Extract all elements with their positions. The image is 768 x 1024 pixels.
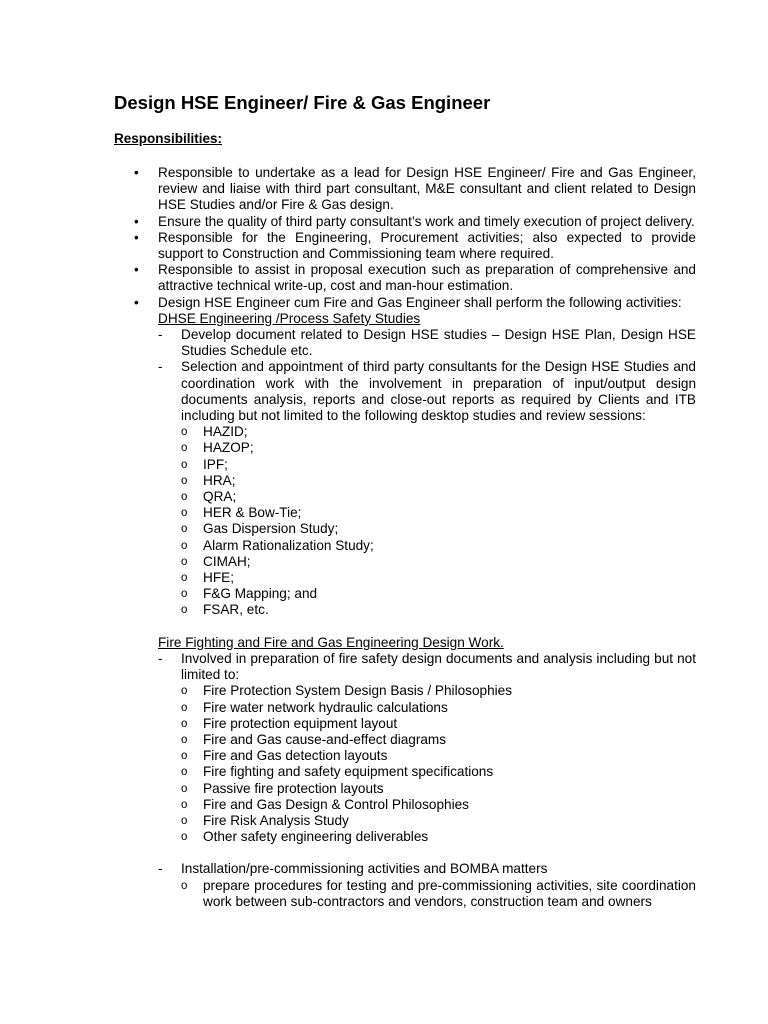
list-item-text: Passive fire protection layouts [203, 780, 384, 796]
circle-bullet-icon: o [181, 750, 188, 763]
list-item-text: HAZID; [203, 424, 248, 440]
list-item-text: F&G Mapping; and [203, 586, 318, 602]
list-item-text: Fire and Gas detection layouts [203, 748, 388, 764]
page-title: Design HSE Engineer/ Fire & Gas Engineer [114, 92, 491, 113]
circle-bullet-icon: o [181, 717, 188, 730]
list-item-text: Fire and Gas Design & Control Philosophies [203, 796, 469, 812]
list-item-text: Involved in preparation of fire safety design documents and analysis including but not limited to: [181, 650, 696, 683]
list-item-text: HAZOP; [203, 440, 254, 456]
dash-icon: - [158, 359, 163, 375]
list-item [181, 813, 696, 829]
list-item-text: CIMAH; [203, 553, 251, 569]
list-item-text: Alarm Rationalization Study; [203, 537, 374, 553]
list-item-text: IPF; [203, 456, 228, 472]
list-item [181, 457, 696, 473]
dash-icon: - [158, 650, 163, 666]
bullet-icon: • [134, 165, 139, 180]
circle-bullet-icon: o [181, 474, 188, 487]
dhse-activity-list [158, 327, 696, 619]
list-item-text: HER & Bow-Tie; [203, 505, 302, 521]
list-item-text: Fire fighting and safety equipment specifications [203, 764, 494, 780]
circle-bullet-icon: o [181, 458, 188, 471]
responsibilities-heading: Responsibilities: [114, 131, 223, 146]
list-item [181, 829, 696, 845]
list-item [181, 797, 696, 813]
bullet-icon: • [134, 294, 139, 310]
fire-section-heading: Fire Fighting and Fire and Gas Engineering Design Work. [158, 634, 504, 650]
circle-bullet-icon: o [181, 814, 188, 827]
list-item [181, 570, 696, 586]
list-item-text: prepare procedures for testing and pre-commissioning activities, site coordination work between sub-contractors and vendors, construction team and owners [203, 877, 696, 909]
studies-list [181, 424, 696, 618]
circle-bullet-icon: o [181, 701, 188, 714]
list-item-text: Fire protection equipment layout [203, 715, 398, 731]
circle-bullet-icon: o [181, 879, 188, 892]
circle-bullet-icon: o [181, 733, 188, 746]
circle-bullet-icon: o [181, 555, 188, 568]
list-item [158, 651, 696, 845]
list-item [114, 230, 696, 262]
list-item [181, 473, 696, 489]
list-item-text: Fire Protection System Design Basis / Philosophies [203, 683, 513, 699]
responsibilities-list [114, 165, 704, 910]
list-item-text: Develop document related to Design HSE studies – Design HSE Plan, Design HSE Studies Schedule etc. [181, 327, 696, 359]
deliverables-list [181, 683, 696, 845]
list-item [181, 489, 696, 505]
bullet-icon: • [134, 229, 139, 245]
circle-bullet-icon: o [181, 782, 188, 795]
list-item-text: Gas Dispersion Study; [203, 521, 339, 537]
bullet-icon: • [134, 262, 139, 278]
list-item [181, 602, 696, 618]
list-item [158, 861, 696, 910]
list-item-text: Fire Risk Analysis Study [203, 812, 349, 828]
list-item [181, 683, 696, 699]
circle-bullet-icon: o [181, 507, 188, 520]
list-item [181, 505, 696, 521]
list-item [181, 554, 696, 570]
list-item [181, 764, 696, 780]
bullet-icon: • [134, 213, 139, 229]
dash-icon: - [158, 861, 163, 877]
dhse-section-heading: DHSE Engineering /Process Safety Studies [158, 310, 421, 326]
circle-bullet-icon: o [181, 766, 188, 779]
list-item [114, 165, 696, 214]
document-body [114, 165, 704, 910]
list-item [181, 424, 696, 440]
circle-bullet-icon: o [181, 604, 188, 617]
circle-bullet-icon: o [181, 539, 188, 552]
list-item [181, 440, 696, 456]
list-item-text: Design HSE Engineer cum Fire and Gas Engineer shall perform the following activities: [158, 294, 682, 310]
dash-icon: - [158, 327, 163, 343]
list-item [181, 878, 696, 910]
list-item-text: Other safety engineering deliverables [203, 829, 429, 845]
list-item-text: Fire water network hydraulic calculations [203, 699, 448, 715]
circle-bullet-icon: o [181, 685, 188, 698]
list-item [114, 295, 696, 910]
list-item-text: FSAR, etc. [203, 602, 269, 618]
list-item [181, 748, 696, 764]
list-item-text: Responsible to assist in proposal execution such as preparation of comprehensive and attractive technical write-up, cost and man-hour estimation. [158, 262, 696, 294]
list-item [158, 359, 696, 618]
list-item [181, 700, 696, 716]
commissioning-list [181, 878, 696, 910]
list-item [181, 586, 696, 602]
list-item-text: Installation/pre-commissioning activities and BOMBA matters [181, 861, 548, 877]
list-item-text: HFE; [203, 570, 234, 586]
circle-bullet-icon: o [181, 831, 188, 844]
list-item-text: Responsible for the Engineering, Procurement activities; also expected to provide support to Construction and Commissioning team where required. [158, 229, 696, 262]
list-item-text: Fire and Gas cause-and-effect diagrams [203, 731, 447, 747]
list-item [181, 732, 696, 748]
list-item [181, 781, 696, 797]
list-item-text: HRA; [203, 472, 236, 488]
list-item [181, 538, 696, 554]
list-item [114, 262, 696, 294]
list-item [158, 327, 696, 359]
list-item [181, 521, 696, 537]
circle-bullet-icon: o [181, 442, 188, 455]
spacer [158, 619, 696, 635]
circle-bullet-icon: o [181, 572, 188, 585]
spacer [158, 845, 696, 861]
list-item-text: Selection and appointment of third party consultants for the Design HSE Studies and coordination work with the involvement in preparation of input/output design documents analysis, reports and close-out reports as required by Clients and ITB including but not limited to the following desktop studies and review sessions: [181, 359, 696, 424]
list-item [181, 716, 696, 732]
circle-bullet-icon: o [181, 798, 188, 811]
list-item-text: Ensure the quality of third party consultant’s work and timely execution of project delivery. [158, 213, 695, 229]
fire-activity-list [158, 651, 696, 910]
list-item [114, 214, 696, 230]
circle-bullet-icon: o [181, 523, 188, 536]
circle-bullet-icon: o [181, 426, 188, 439]
list-item-text: Responsible to undertake as a lead for Design HSE Engineer/ Fire and Gas Engineer, review and liaise with third part consultant, M&E consultant and client related to Design HSE Studies and/or Fire & Gas design. [158, 165, 696, 213]
circle-bullet-icon: o [181, 588, 188, 601]
circle-bullet-icon: o [181, 491, 188, 504]
list-item-text: QRA; [203, 489, 237, 505]
